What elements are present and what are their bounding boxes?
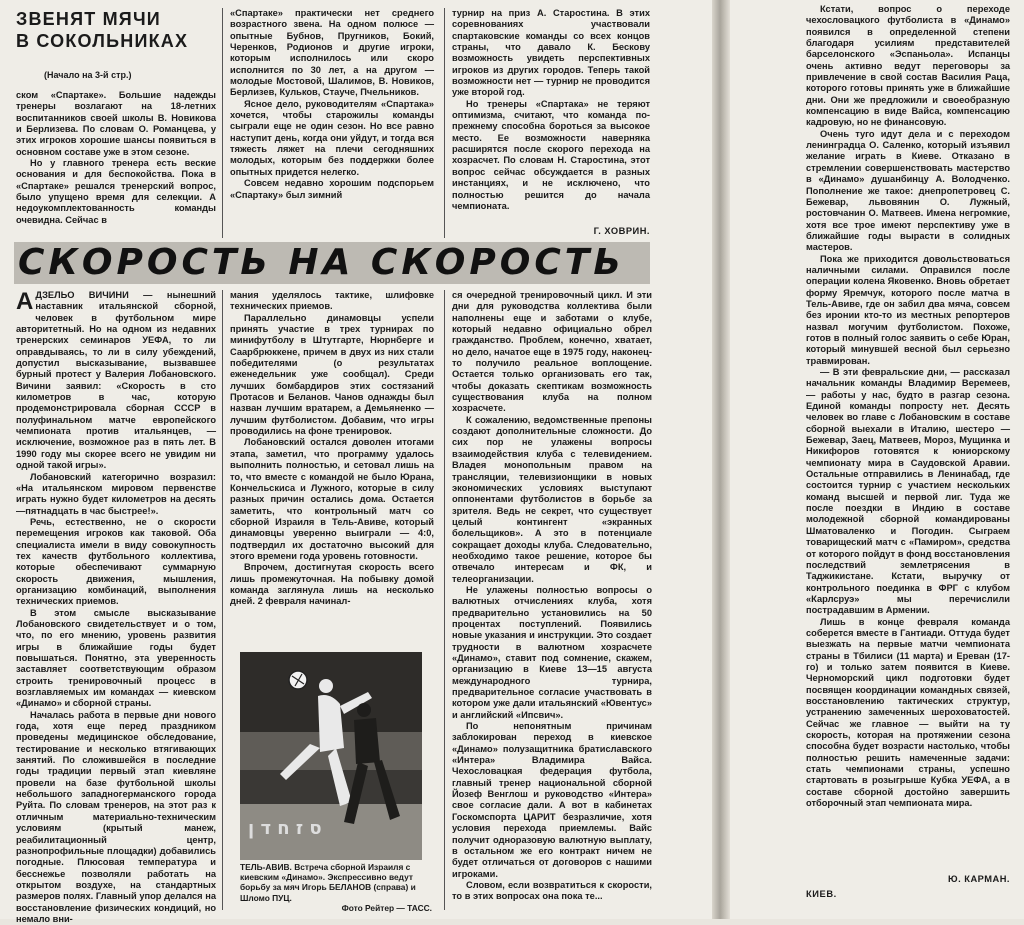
paragraph: Совсем недавно хорошим подспорьем «Спартаку» был зимний [230, 178, 434, 200]
paragraph: К сожалению, ведомственные препоны создают дополнительные сложности. До сих пор не улажены вопросы взаимодействия клуба с телевидением. Владея монопольным правом на трансляции, телевизионщики в новых экономических условиях выступают оппонентами футболистов в борьбе за зрителя. Ведь не секрет, что существует целый контингент «экранных болельщиков». А это в потенциале сокращает доходы клуба. Следовательно, необходимо такое решение, которое бы отвечало интересам и ФК, и телеорганизации. [452, 414, 652, 584]
main-article-title: СКОРОСТЬ НА СКОРОСТЬ [18, 242, 625, 283]
photo-caption: ТЕЛЬ-АВИВ. Встреча сборной Израиля с киевским «Динамо». Экспрессивно ведут борьбу за мяч Игорь БЕЛАНОВ (справа) и Шломо ПУЦ. [240, 862, 416, 903]
paragraph: Лобановский категорично возразил: «На итальянском мировом первенстве играть нужно будет километров на десять—пятнадцать в час быстрее!». [16, 471, 216, 516]
top-title-line2: В СОКОЛЬНИКАХ [16, 31, 189, 51]
paragraph: Словом, если возвратиться к скорости, то в этих вопросах она пока те... [452, 879, 652, 902]
paragraph: По непонятным причинам заблокирован переход в киевское «Динамо» полузащитника братиславского «Интера» Владимира Вайса. Чехословацкая федерация футбола, главный тренер национальной сборной Йозеф Венглош и руководство «Интера» свое согласие дали. А вот в кабинетах Госкомспорта ЦАРИТ безразличие, хотя условия перехода приемлемы. Вайс получит одноразовую валютную выплату, в остальном же его контракт ничем не будет отличаться от договоров с нашими игроками. [452, 721, 652, 879]
paragraph: Впрочем, достигнутая скорость всего лишь промежуточная. На побывку домой команда заглянула лишь на несколько дней. 2 февраля начинал- [230, 562, 434, 607]
paragraph: ся очередной тренировочный цикл. И эти дни для руководства коллектива были наполнены еще и заботами о клубе, который недавно официально обрел гражданство. Проблем, конечно, хватает, но дело, начатое еще в 1975 году, наконец-то получило реальное воплощение. Остается только организовать его так, чтобы доказать скептикам возможность существования клуба на полном хозрасчете. [452, 290, 652, 414]
column-rule [222, 8, 223, 238]
paragraph: Но тренеры «Спартака» не теряют оптимизма, считают, что команда по-прежнему способна бороться за высокое место. Ее возможности наверняка расширятся после скорого перехода на хозрасчет. По словам Н. Старостина, этот вопрос сейчас обсуждается в разных инстанциях, и не исключено, что полностью решится до начала чемпионата. [452, 98, 650, 211]
top-article-col1 [16, 90, 216, 240]
paragraph: турнир на приз А. Старостина. В этих соревнованиях участвовали спартаковские команды со всех концов страны, что давало К. Бескову возможность увидеть перспективных игроков из других городов. Теперь такой возможности нет — турнир не проводится уже второй год. [452, 8, 650, 98]
svg-text:‏ס ז ח ד ן: ‏ס ז ח ד ן [248, 818, 322, 839]
paragraph: мания уделялось тактике, шлифовке технических приемов. [230, 290, 434, 312]
paragraph: Параллельно динамовцы успели принять участие в трех турнирах по минифутболу в Штутгарте, Нюрнберге и Саарбрюккене, причем в двух из них стали победителями (о результатах еженедельник уже сообщал). Среди лучших бомбардиров этих состязаний Протасов и Беланов. Чанов однажды был назван лучшим вратарем, а Демьяненко — лучшим футболистом. Добавим, что игры проводились на фоне тренировок. [230, 312, 434, 437]
paragraph-text: ДЗЕЛЬО ВИЧИНИ — нынешний наставник итальянской сборной, человек в футбольном мире авторитетный. Но на одном из недавних тренерских семинаров УЕФА, то ли оправдываясь, то ли в силу убеждений, допустил высказывание, вызвавшее бурный протест у Валерия Лобановского. Вичини заявил: «Скорость в сто километров в час, которую продемонстрировала сборная СССР в полуфинальном матче европейского чемпионата против итальянцев, — исключение, возможное раз в пять лет. В 1990 году мы скорее всего не увидим ни одной такой игры». [16, 290, 216, 471]
main-article-city: КИЕВ. [806, 889, 837, 900]
top-article-signature: Г. ХОВРИН. [593, 226, 650, 236]
main-article-col3 [452, 290, 652, 916]
paragraph: Началась работа в первые дни нового года, хотя еще перед праздником проведены медицинское обследование, тестирование и несколько втягивающих занятий. По сложившейся в последние годы традиции первый этап киевляне провели на базе футбольной школы небольшого западногерманского города Руйта. По словам тренеров, на этот раз к отличным материально-техническим условиям (крытый манеж, реабилитационный центр, разнопрофильные площадки) добавились погодные. Плюсовая температура и бесснежье позволяли работать на открытом воздухе, на стандартных размеров полях. Главный упор делался на восстановление физических кондиций, но немало вни- [16, 709, 216, 924]
top-article-title [16, 8, 216, 52]
paragraph: Пока же приходится довольствоваться наличными силами. Оправился после операции колена Яковенко. Вновь обретает форму Яремчук, которого после матча в Тель-Авиве, где он забил два мяча, совсем без иронии кто-то из местных репортеров назвал могучим футболистом. Похоже, готов в полный голос заявить о себе Юран, который минувшей весной был серьезно травмирован. [806, 253, 1010, 366]
top-title-line1: ЗВЕНЯТ МЯЧИ [16, 9, 161, 29]
photo-caption-box [240, 862, 436, 913]
paragraph: Лобановский остался доволен итогами этапа, заметил, что программу удалось выполнить полностью, и сетовал лишь на то, что вместе с командой не было Юрана, Кончельскиса и Лужного, которые в силу разных причин остались дома. Остается заметить, что контрольный матч со сборной Израиля в Тель-Авиве, который динамовцы уверенно выиграли — 4:0, подтвердил их достаточно высокий для этого времени года уровень готовности. [230, 437, 434, 561]
paragraph [16, 290, 216, 472]
column-rule [444, 290, 445, 910]
page-fold [712, 0, 730, 919]
match-photo [240, 652, 422, 860]
paragraph: Но у главного тренера есть веские основания и для беспокойства. Пока в «Спартаке» решался тренерский вопрос, было упущено время для селекции. А недоукомплектованность команды очевидна. Сейчас в [16, 158, 216, 225]
main-article-signature: Ю. КАРМАН. [948, 874, 1010, 884]
paragraph: Лишь в конце февраля команда соберется вместе в Гантиади. Оттуда будет выезжать на первые матчи чемпионата страны в Тбилиси (11 марта) и Ереван (17-го) и только затем появится в Киеве. Черноморский цикл подготовки будет посвящен координации командных связей, восстановлению тактических структур, устранению замеченных шероховатостей. Сейчас же главное — выйти на ту скорость, которая на протяжении сезона способна будет возрасти настолько, чтобы полностью решить намеченные задачи: стать чемпионами страны, успешно стартовать в розыгрыше Кубка УЕФА, а в составе сборной достойно завершить отборочный этап чемпионата мира. [806, 616, 1010, 809]
paragraph: Ясное дело, руководителям «Спартака» хочется, чтобы старожилы команды сыграли еще не один сезон. Но все равно наступит день, когда они уйдут, и тогда вся тяжесть ляжет на плечи сегодняшних молодых, которым без поддержки более опытных придется нелегко. [230, 98, 434, 177]
paragraph: ском «Спартаке». Большие надежды тренеры возлагают на 18-летних воспитанников своей школы В. Новикова и Берлизева. По словам О. Романцева, у этих игроков хорошие шансы появиться в основном составе уже в этом сезоне. [16, 90, 216, 157]
column-rule [444, 8, 445, 238]
column-rule [222, 290, 223, 910]
photo-credit: Фото Рейтер — ТАСС. [341, 902, 432, 913]
paragraph: Речь, естественно, не о скорости перемещения игроков как таковой. Оба специалиста имели в виду совокупность тех качеств футбольного коллектива, которые обеспечивают суммарную скорость движения, мышления, организацию комбинаций, выполнения технических приемов. [16, 516, 216, 607]
main-article-banner [14, 242, 650, 284]
photo-illustration [240, 652, 422, 860]
paragraph: Не улажены полностью вопросы о валютных отчислениях клуба, хотя предварительно установились на 50 процентах поступлений. Появились новые указания и инструкции. Это создает трудности в валютном хозрасчете «Динамо», ставит под сомнение, скажем, организацию в Киеве 13—15 августа международного турнира, предварительное согласие участвовать в котором уже дали итальянский «Ювентус» и английский «Ипсвич». [452, 584, 652, 720]
main-article-signature-box [806, 874, 1010, 918]
paragraph: Кстати, вопрос о переходе чехословацкого футболиста в «Динамо» появился в определенной степени благодаря усилиям представителей барселонского «Эспаньола». Испанцы очень активно ведут переговоры за привлечение в свой состав Василия Раца, которого готовы принять уже в ближайшие дни. Они же предложили и своеобразную компенсацию в виде Вайса, компенсацию кадровую, но не финансовую. [806, 4, 1010, 128]
drop-cap: А [16, 288, 34, 315]
paragraph: «Спартаке» практически нет среднего возрастного звена. На одном полюсе — опытные Бубнов, Пругников, Бокий, Черенков, Родионов и другие игроки, которым исполнилось или скоро исполнится по 30 лет, а на другом — молодые Мостовой, Шалимов, В. Новиков, Берлизев, Кульков, Стауче, Пчельников. [230, 8, 434, 98]
paragraph: Очень туго идут дела и с переходом ленинградца О. Саленко, который изъявил желание играть в Киеве. Отказано в стремлении совершенствовать мастерство в «Динамо» душанбинцу А. Володченко. Пополнение же такое: днепропетровец С. Бежевар, львовянин О. Лужный, ростовчанин О. Матвеев. Имена негромкие, хотя все трое имеют перспективу уже в ближайшие годы вырасти в солидных мастеров. [806, 128, 1010, 253]
paragraph: В этом смысле высказывание Лобановского свидетельствует и о том, что, по его мнению, уровень развития игры в ближайшие годы будет повышаться. Понятно, эта уверенность заставляет соответствующим образом строить тренировочный процесс в возглавляемых им командах — киевском «Динамо» и сборной страны. [16, 607, 216, 709]
top-article-col3 [452, 8, 650, 224]
paragraph: — В эти февральские дни, — рассказал начальник команды Владимир Веремеев, — работы у нас, будто в разгар сезона. Единой команды попросту нет. Десять человек во главе с Лобановским в составе сборной выехали в Италию, шестеро — Бежевар, Заец, Матвеев, Мороз, Мущинка и Никифоров готовятся к юниорскому чемпионату мира в Саудовской Аравии. Остальные отправились в Ленинабад, где состоится турнир с участием нескольких команд высшей и первой лиг. Туда же после поездки в Индию в составе молодежной сборной командированы Шматоваленко и Погодин. Сыграем товарищеский матч с «Памиром», средства от которого пойдут в фонд восстановления последствий землетрясения в Таджикистане. Кстати, выручку от контрольного поединка в ФРГ с клубом «Карлсруэ» мы перечислили пострадавшим в Армении. [806, 367, 1010, 616]
top-article-col2 [230, 8, 434, 240]
top-article-signature-box [452, 224, 650, 238]
continued-note: (Начало на 3-й стр.) [44, 70, 132, 80]
main-article-col1 [16, 288, 216, 924]
main-article-col4 [806, 4, 1010, 890]
main-article-col2 [230, 290, 434, 648]
